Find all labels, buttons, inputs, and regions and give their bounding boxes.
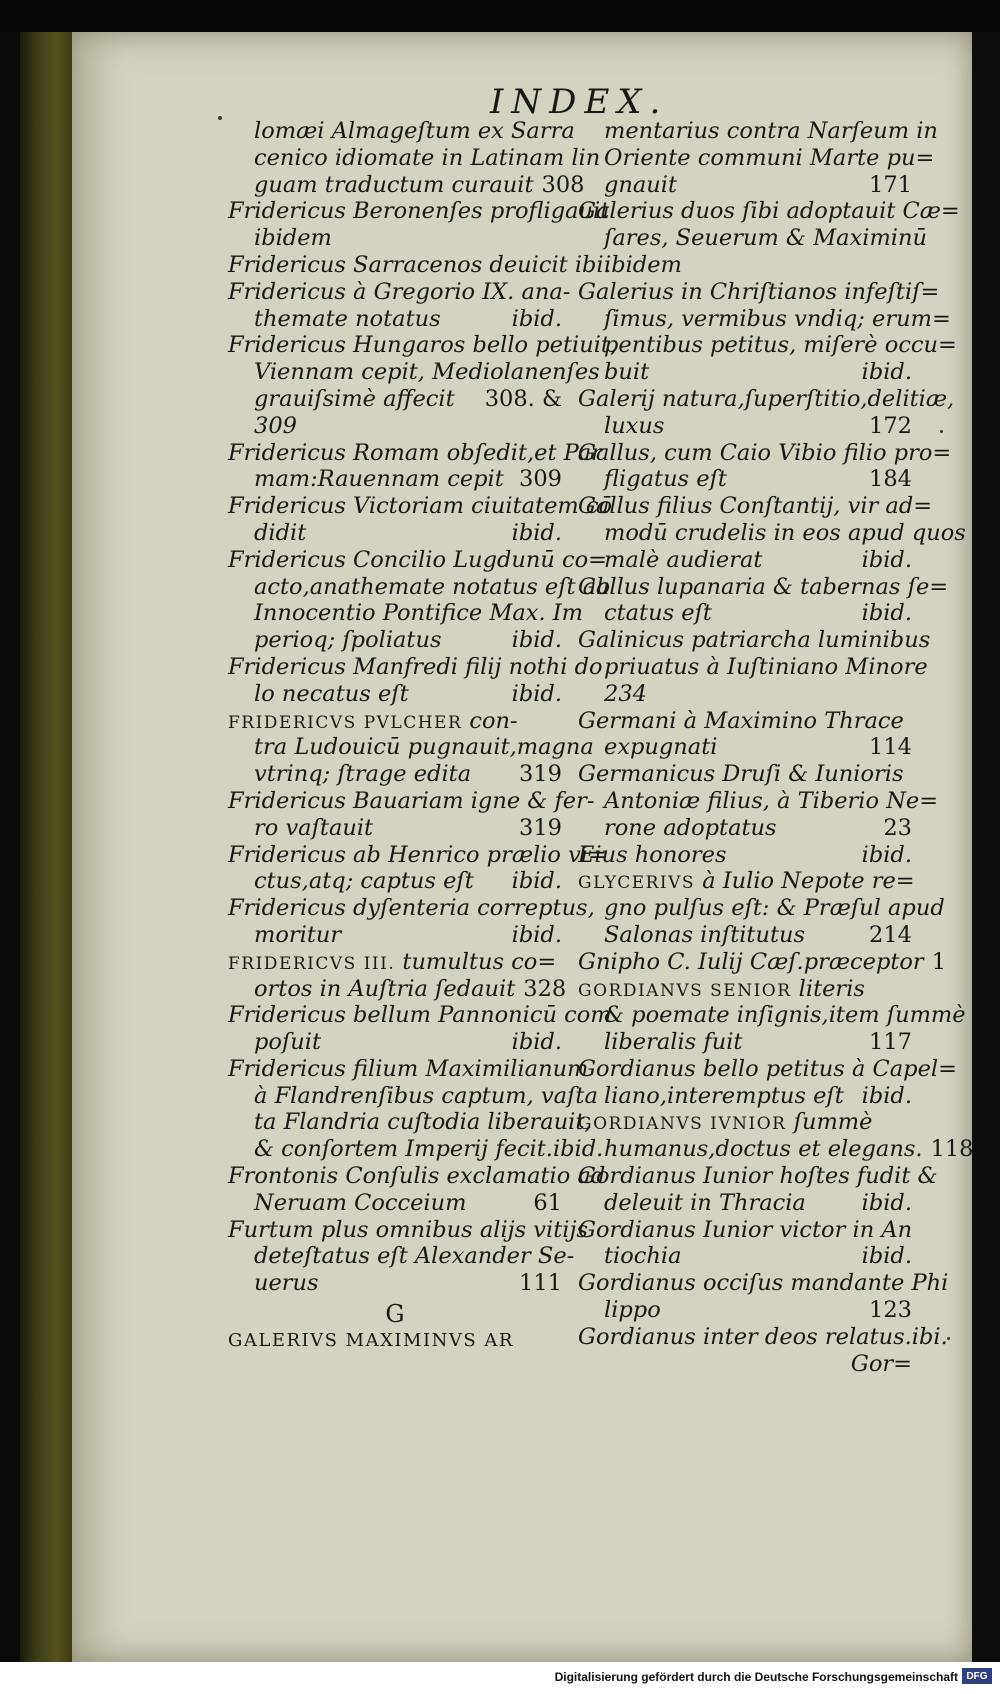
entry-text: ſares, Seuerum & Maximinū (604, 225, 927, 252)
index-entry-line (228, 493, 613, 520)
entry-text: pentibus petitus, miſerè occu= (604, 332, 957, 359)
index-entry-line (578, 976, 912, 1003)
ink-speck (940, 430, 943, 433)
index-entry-line (228, 600, 584, 627)
index-entry-line (228, 975, 567, 1003)
entry-text: mentarius contra Narſeum in (604, 118, 938, 144)
entry-text: themate notatus (254, 305, 441, 332)
index-entry-line (578, 1190, 912, 1217)
entry-text: Galinicus patriarcha luminibus (578, 627, 931, 654)
scan-left-border (0, 32, 20, 1662)
index-entry-line (228, 653, 603, 681)
index-entry-line (228, 198, 610, 225)
page-reference: ibid. (511, 627, 562, 654)
index-entry-line (228, 413, 562, 440)
entry-text: Fridericus à Gregorio IX. ana- (228, 278, 571, 305)
entry-text: ſimus, vermibus vndiq; erum= (604, 305, 951, 332)
index-entry-line (228, 332, 618, 359)
index-entry-line (578, 1002, 966, 1029)
entry-text: FRIDERICVS III. tumultus co= (228, 948, 557, 975)
letter-section-heading: G (385, 1300, 405, 1329)
entry-text: humanus,doctus et elegans. (604, 1136, 923, 1163)
index-entry-line (578, 1243, 912, 1270)
index-entry-line (228, 306, 562, 333)
page-reference: ibid. (511, 680, 562, 707)
index-entry-line (578, 627, 931, 654)
index-entry-line (228, 1029, 562, 1056)
index-entry-line (578, 1083, 912, 1110)
entry-text: acto,anathemate notatus eſt ab (254, 573, 611, 600)
page-reference: ibid. (511, 921, 562, 948)
entry-text: FRIDERICVS PVLCHER con- (228, 707, 518, 734)
entry-text: Germanicus Druſi & Iunioris (578, 761, 904, 788)
page-reference: 328 (523, 975, 567, 1002)
entry-text: Frontonis Conſulis exclamatio ad (228, 1163, 606, 1190)
ink-speck (218, 116, 222, 120)
entry-text: ibidem (604, 251, 682, 278)
page-reference: ibid. (861, 1082, 912, 1109)
entry-text: poſuit (254, 1029, 322, 1056)
index-entry-line (228, 573, 611, 601)
index-entry-line (578, 1270, 949, 1297)
index-entry-line (228, 949, 562, 976)
entry-text: GALERIVS MAXIMINVS AR (228, 1329, 514, 1351)
entry-text: gnauit (604, 171, 678, 198)
page-reference: 319 (519, 761, 562, 788)
digitization-footer (0, 1662, 1000, 1694)
entry-text: Eius honores (578, 841, 727, 868)
entry-text: Antoniæ filius, à Tiberio Ne= (604, 787, 939, 814)
entry-text: Fridericus filium Maximilianum (228, 1055, 589, 1082)
index-entry-line (578, 547, 912, 574)
index-entry-line (578, 198, 960, 225)
page-reference: 118 (930, 1136, 974, 1163)
index-entry-line (578, 359, 912, 386)
index-entry-line (228, 1163, 606, 1190)
entry-text: cenico idiomate in Latinam lin (254, 144, 601, 171)
index-entry-line (228, 1082, 598, 1110)
entry-text: Gnipho C. Iulij Cæſ.præceptor (578, 948, 924, 975)
entry-text: guam traductum curauit (254, 171, 534, 198)
entry-text: Gordianus inter deos relatus.ibi. (578, 1323, 948, 1350)
entry-text: ibidem (254, 225, 332, 252)
index-entry-line (228, 439, 602, 467)
index-entry-line (228, 386, 562, 413)
index-entry-line (578, 332, 957, 359)
index-entry-line (228, 1002, 612, 1029)
index-entry-line (578, 1323, 948, 1351)
index-entry-line (228, 1328, 562, 1355)
page-reference: 123 (869, 1297, 912, 1324)
index-entry-line (228, 1109, 592, 1136)
index-entry-line (578, 1109, 912, 1136)
index-entry-line (228, 144, 601, 172)
entry-text: vtrinq; ſtrage edita (254, 761, 472, 788)
index-entry-line (228, 627, 562, 654)
index-entry-line (578, 734, 912, 761)
index-entry-line (228, 1270, 562, 1297)
entry-text: tiochia (604, 1243, 682, 1270)
entry-text: luxus (604, 412, 665, 439)
entry-text: Gallus lupanaria & tabernas ſe= (578, 573, 949, 600)
page-reference: 308. & (484, 385, 562, 412)
page-reference: 319 (519, 814, 562, 841)
index-entry-line (228, 466, 562, 493)
entry-text: Gallus, cum Caio Vibio filio pro= (578, 439, 952, 466)
entry-text: Gordianus Iunior hoſtes fudit & (578, 1163, 938, 1190)
entry-text: Germani à Maximino Thrace (578, 707, 904, 734)
catchword: Gor= (850, 1350, 912, 1377)
index-entry-line (578, 385, 955, 413)
dfg-logo-icon: DFG (962, 1668, 992, 1684)
index-entry-line (578, 653, 928, 681)
entry-text: Oriente communi Marte pu= (604, 144, 935, 171)
index-entry-line (228, 546, 608, 574)
page-reference: ibid. (861, 841, 912, 868)
entry-text: Galerius in Chriſtianos infeſtiſ= (578, 278, 940, 305)
entry-text: Furtum plus omnibus alijs vitijs (228, 1216, 588, 1243)
page-reference: 114 (869, 734, 912, 761)
index-entry-line (578, 1029, 912, 1056)
index-entry-line (578, 895, 945, 922)
entry-text: buit (604, 359, 650, 386)
entry-text: deleuit in Thracia (604, 1189, 806, 1216)
page-reference: 111 (519, 1270, 562, 1297)
index-entry-line (228, 1190, 562, 1217)
entry-text: modū crudelis in eos apud quos (604, 519, 966, 546)
entry-text: lo necatus eſt (254, 680, 409, 707)
entry-text: Fridericus Sarracenos deuicit ibi. (228, 251, 611, 278)
entry-text: ortos in Auſtria ſedauit (254, 975, 516, 1002)
page-reference: 1 (931, 948, 947, 975)
entry-text: fligatus eſt (604, 466, 727, 493)
index-entry-line (228, 681, 562, 708)
index-entry-line (578, 439, 952, 467)
entry-text: ctus,atq; captus eſt (254, 868, 474, 895)
index-column-left (228, 118, 618, 1355)
index-entry-line (578, 600, 912, 627)
entry-text: Innocentio Pontifice Max. Im (254, 600, 584, 627)
page-reference: 308 (541, 171, 585, 198)
entry-text: Gordianus occiſus mandante Phi (578, 1270, 949, 1297)
entry-text: expugnati (604, 734, 718, 761)
index-entry-line (228, 815, 562, 842)
index-entry-line (578, 1217, 912, 1244)
page-reference: ibid. (861, 1243, 912, 1270)
index-entry-line (228, 520, 562, 547)
entry-text: perioq; ſpoliatus (254, 627, 442, 654)
entry-text: uerus (254, 1270, 319, 1297)
index-entry-line (578, 1136, 974, 1163)
index-entry-line (578, 842, 912, 869)
entry-text: GORDIANVS IVNIOR ſummè (578, 1109, 873, 1136)
index-entry-line (228, 922, 562, 949)
index-entry-line (228, 278, 571, 306)
page-reference: 184 (869, 466, 912, 493)
entry-text: liberalis fuit (604, 1029, 743, 1056)
scan-right-border (972, 32, 1000, 1662)
index-entry-line (578, 225, 927, 252)
entry-text: tra Ludouicū pugnauit,magna (254, 734, 594, 761)
entry-text: Neruam Cocceium (254, 1189, 467, 1216)
page-reference: ibid. (861, 359, 912, 386)
entry-text: priuatus à Iuſtiniano Minore (604, 653, 928, 680)
page-reference: 309 (519, 466, 562, 493)
index-entry-line (578, 466, 912, 493)
entry-text: Fridericus Victoriam ciuitatem cō (228, 493, 613, 520)
entry-text: Fridericus Bauariam igne & fer- (228, 787, 595, 814)
index-entry-line (228, 251, 611, 279)
entry-text: à Flandrenſibus captum, vaſta (254, 1082, 598, 1109)
entry-text: Salonas inſtitutus (604, 921, 806, 948)
entry-text: Fridericus Romam obſedit,et Par (228, 439, 602, 466)
page-reference: 23 (883, 814, 912, 841)
index-entry-line (228, 841, 607, 869)
entry-text: Galerij natura,ſuperſtitio,delitiæ, (578, 385, 955, 412)
page-reference: ibid. (511, 519, 562, 546)
entry-text: liano,interemptus eſt (604, 1082, 844, 1109)
index-entry-line (228, 171, 585, 199)
entry-text: Fridericus bellum Pannonicū com (228, 1002, 612, 1029)
entry-text: Fridericus Concilio Lugdunū co= (228, 546, 608, 573)
entry-text: mam:Rauennam cepit (254, 466, 504, 493)
index-entry-line (228, 1055, 589, 1083)
entry-text: GLYCERIVS à Iulio Nepote re= (578, 868, 915, 895)
page-reference: ibid. (511, 868, 562, 895)
entry-text: Fridericus dyſenteria correptus, (228, 895, 595, 922)
entry-text: deteſtatus eſt Alexander Se- (254, 1243, 575, 1270)
index-entry-line (578, 144, 935, 172)
index-entry-line (578, 868, 915, 895)
index-entry-line (578, 252, 912, 279)
entry-text: malè audierat (604, 546, 763, 573)
entry-text: Galerius duos ſibi adoptauit Cæ= (578, 198, 960, 225)
index-entry-line (228, 895, 595, 922)
entry-text: Viennam cepit, Mediolanenſes (254, 359, 600, 386)
entry-text: 309 (254, 412, 297, 439)
entry-text: gno pulſus eſt: & Præſul apud (604, 895, 945, 922)
entry-text: Gordianus bello petitus à Capel= (578, 1055, 957, 1082)
page-reference: 117 (869, 1029, 912, 1056)
book-binding-edge (20, 32, 72, 1662)
index-entry-line (578, 1163, 938, 1190)
page-reference: 172 (869, 412, 912, 439)
index-entry-line (578, 1297, 912, 1324)
entry-text: Fridericus Hungaros bello petiuit, (228, 332, 618, 359)
index-entry-line (578, 815, 912, 842)
index-entry-line (228, 787, 595, 815)
entry-text: & poemate inſignis,item ſummè (604, 1002, 966, 1029)
page-reference: ibid. (861, 600, 912, 627)
index-entry-line (578, 172, 912, 199)
index-entry-line (228, 359, 600, 386)
index-entry-line (578, 573, 949, 601)
index-entry-line (228, 1136, 604, 1163)
entry-text: didit (254, 519, 307, 546)
entry-text: GORDIANVS SENIOR literis (578, 975, 865, 1002)
index-entry-line (228, 761, 562, 788)
entry-text: & conſortem Imperij fecit.ibid. (254, 1136, 604, 1163)
index-entry-line (228, 734, 594, 761)
index-entry-line (578, 922, 912, 949)
index-entry-line (578, 278, 940, 306)
index-entry-line (578, 761, 912, 788)
index-entry-line (228, 1243, 575, 1270)
entry-text: Gallus filius Conſtantij, vir ad= (578, 493, 933, 520)
page-reference: 61 (533, 1189, 562, 1216)
index-entry-line (228, 118, 575, 145)
entry-text: ctatus eſt (604, 600, 712, 627)
index-entry-line (578, 118, 938, 145)
index-column-right (578, 118, 974, 1377)
index-entry-line (578, 1055, 957, 1083)
page-reference: ibid. (511, 1029, 562, 1056)
entry-text: ro vaſtauit (254, 814, 374, 841)
index-entry-line (578, 305, 951, 333)
index-entry-line (578, 948, 947, 976)
entry-text: Fridericus Manfredi filij nothi do (228, 653, 603, 680)
index-entry-line (228, 708, 562, 735)
entry-text: 234 (604, 680, 647, 707)
entry-text: ta Flandria cuſtodia liberauit, (254, 1109, 592, 1136)
page-reference: ibid. (861, 546, 912, 573)
entry-text: Gordianus Iunior victor in An (578, 1216, 913, 1243)
page-reference: ibid. (861, 1189, 912, 1216)
index-entry-line (228, 868, 562, 895)
index-entry-line (578, 681, 912, 708)
entry-text: Fridericus ab Henrico prælio vi= (228, 841, 607, 868)
entry-text: Fridericus Beronenſes profligauit (228, 198, 610, 225)
index-entry-line (578, 787, 939, 815)
entry-text: lomæi Almageſtum ex Sarra (254, 118, 575, 144)
index-entry-line (578, 493, 933, 520)
page-reference: 214 (869, 921, 912, 948)
entry-text: moritur (254, 921, 342, 948)
index-entry-line (578, 519, 966, 547)
entry-text: grauiſsimè affecit (254, 385, 455, 412)
page-reference: ibid. (511, 305, 562, 332)
index-entry-line (228, 1216, 588, 1244)
funding-note: Digitalisierung gefördert durch die Deutsche Forschungsgemeinschaft (554, 1670, 958, 1684)
index-entry-line (578, 708, 912, 735)
scan-top-border (0, 0, 1000, 32)
entry-text: lippo (604, 1297, 661, 1324)
index-entry-line (578, 413, 912, 440)
page-reference: 171 (869, 171, 912, 198)
entry-text: rone adoptatus (604, 814, 777, 841)
index-entry-line (228, 225, 562, 252)
page-header: INDEX. (490, 82, 669, 122)
